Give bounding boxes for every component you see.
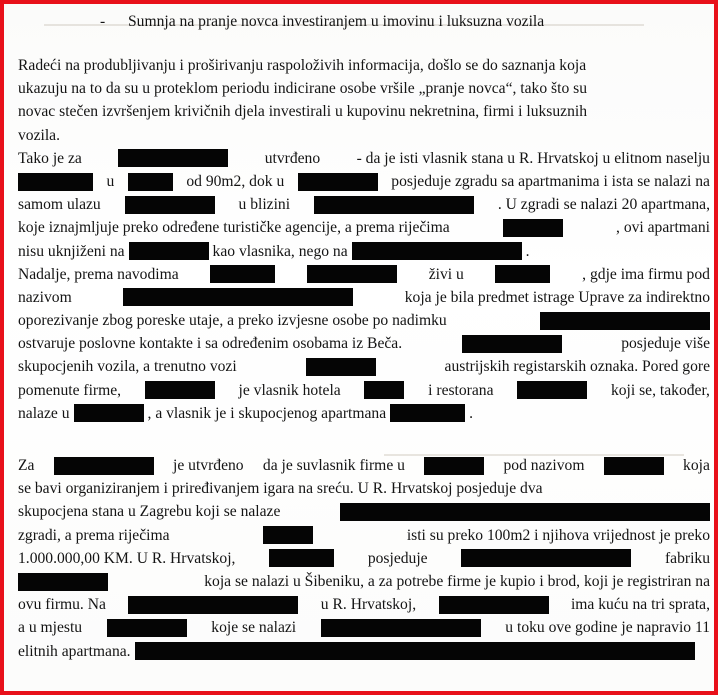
text-line: [18, 332, 710, 355]
section-heading: [100, 10, 710, 34]
line-text: ostvaruje poslovne kontakte i sa određenim osobama iz Beča.: [18, 335, 403, 353]
text-line: [18, 640, 710, 663]
line-text: pomenute firme,: [18, 381, 122, 399]
redaction-box: [517, 381, 587, 399]
redaction-box: [314, 196, 474, 214]
redaction-box: [424, 457, 484, 475]
text-line: [18, 355, 710, 378]
line-text: u: [106, 172, 115, 190]
text-line: [18, 263, 710, 286]
paragraph-person-two: [18, 454, 710, 663]
redaction-box: [18, 173, 93, 191]
text-line: [18, 402, 710, 425]
line-text: Nadalje, prema navodima: [18, 265, 179, 283]
redaction-box: [306, 358, 376, 376]
text-line: [18, 570, 710, 593]
line-text: . U zgradi se nalazi 20 apartmana,: [497, 196, 710, 214]
text-line: [18, 500, 710, 523]
text-line: [18, 216, 710, 239]
line-text: kao vlasnika, nego na: [212, 242, 348, 260]
line-text: u blizini: [238, 196, 291, 214]
line-text: ukazuju na to da su u proteklom periodu indicirane osobe vršile „pranje novca“, tako što su: [18, 80, 588, 98]
line-text: , ovi apartmani: [616, 219, 710, 237]
line-text: Tako je za: [18, 149, 82, 167]
line-text: samom ulazu: [18, 196, 101, 214]
line-text: od 90m2, dok u: [186, 172, 285, 190]
text-line: [18, 77, 710, 100]
paragraph-intro: [18, 54, 710, 147]
line-text: ovu firmu. Na: [18, 596, 106, 614]
line-text: austrijskih registarskih oznaka. Pored gore: [444, 358, 710, 376]
text-line: [18, 616, 710, 639]
document-page: [18, 10, 710, 663]
line-text: pod nazivom: [503, 457, 585, 474]
redaction-box: [439, 596, 549, 614]
line-text: a u mjestu: [18, 619, 83, 637]
line-text: .: [525, 242, 530, 260]
line-text: novac stečen izvršenjem krivičnih djela investirali u kupovinu nekretnina, firmi i luksuznih: [18, 103, 588, 121]
redaction-box: [54, 457, 154, 475]
line-text: utvrđeno: [264, 149, 321, 167]
redaction-box: [18, 573, 108, 591]
redaction-box: [307, 265, 397, 283]
line-text: koja se nalazi u Šibeniku, a za potrebe firme je kupio i brod, koji je registriran na: [204, 572, 710, 590]
text-line: [18, 100, 710, 123]
text-line: [18, 547, 710, 570]
redaction-box: [604, 457, 664, 475]
line-text: skupocjenih vozila, a trenutno vozi: [18, 358, 237, 376]
text-line: [18, 286, 710, 309]
line-text: nalaze u: [18, 404, 70, 422]
line-text: u toku ove godine je napravio 11: [505, 619, 710, 637]
line-text: da je suvlasnik firme u: [262, 457, 405, 474]
redaction-box: [269, 549, 334, 567]
redaction-box: [145, 381, 215, 399]
redaction-box: [495, 265, 550, 283]
text-line: [18, 593, 710, 616]
line-text: je utvrđeno: [173, 457, 244, 474]
text-line: [18, 477, 710, 500]
redaction-box: [107, 619, 187, 637]
line-text: - da je isti vlasnik stana u R. Hrvatskoj u elitnom naselju: [356, 149, 710, 167]
line-text: skupocjena stana u Zagrebu koji se nalaze: [18, 503, 281, 521]
line-text: se bavi organiziranjem i priređivanjem igara na sreću. U R. Hrvatskoj posjeduje dva: [18, 480, 543, 498]
line-text: Za: [18, 457, 35, 474]
redaction-box: [129, 242, 209, 260]
line-text: ima kuću na tri sprata,: [570, 596, 710, 614]
redaction-box: [210, 265, 275, 283]
redaction-box: [123, 288, 353, 306]
line-text: koja: [683, 457, 710, 474]
line-text: nazivom: [18, 288, 72, 306]
redaction-box: [298, 173, 378, 191]
line-text: u R. Hrvatskoj,: [320, 596, 417, 614]
line-text: nisu uknjiženi na: [18, 242, 125, 260]
text-line: [18, 454, 710, 477]
text-line: [18, 524, 710, 547]
redaction-box: [364, 381, 404, 399]
line-text: živi u: [428, 265, 464, 283]
line-text: fabriku: [664, 549, 710, 567]
line-text: je vlasnik hotela: [238, 381, 341, 399]
redaction-box: [74, 404, 144, 422]
heading-dash: -: [100, 13, 106, 30]
text-line: [18, 170, 710, 193]
line-text: koja je bila predmet istrage Uprave za indirektno: [404, 288, 710, 306]
redaction-box: [503, 219, 563, 237]
line-text: koji se, također,: [610, 381, 710, 399]
redaction-box: [340, 503, 710, 521]
redaction-box: [321, 619, 481, 637]
redaction-box: [118, 149, 228, 167]
heading-title: Sumnja na pranje novca investiranjem u imovinu i luksuzna vozila: [128, 13, 545, 30]
line-text: Radeći na produbljivanju i proširivanju raspoloživih informacija, došlo se do saznanja koja: [18, 57, 587, 74]
text-line: [18, 379, 710, 402]
redaction-box: [128, 596, 298, 614]
redaction-box: [263, 526, 313, 544]
paragraph-person-one: [18, 147, 710, 425]
line-text: posjeduje zgradu sa apartmanima i ista se nalazi na: [391, 172, 710, 190]
redaction-box: [352, 242, 522, 260]
line-text: .: [469, 404, 474, 422]
line-text: koje iznajmljuje preko određene turističke agencije, a prema riječima: [18, 219, 450, 237]
text-line: [18, 124, 710, 147]
line-text: , a vlasnik je i skupocjenog apartmana: [147, 404, 387, 422]
redaction-box: [125, 196, 215, 214]
text-line: [18, 309, 710, 332]
line-text: zgradi, a prema riječima: [18, 526, 170, 544]
line-text: posjeduje više: [621, 335, 710, 353]
line-text: 1.000.000,00 KM. U R. Hrvatskoj,: [18, 549, 236, 567]
text-line: [18, 54, 710, 77]
redaction-box: [540, 312, 710, 330]
redaction-box: [128, 173, 173, 191]
line-text: elitnih apartmana.: [18, 642, 131, 660]
line-text: oporezivanje zbog poreske utaje, a preko izvjesne osobe po nadimku: [18, 312, 447, 330]
line-text: vozila.: [18, 126, 60, 144]
redaction-box: [461, 549, 631, 567]
line-text: , gdje ima firmu pod: [582, 265, 710, 283]
redaction-box: [462, 335, 562, 353]
line-text: koje se nalazi: [211, 619, 297, 637]
redaction-box: [135, 642, 695, 660]
text-line: [18, 193, 710, 216]
redaction-box: [390, 404, 465, 422]
line-text: isti su preko 100m2 i njihova vrijednost je preko: [406, 526, 710, 544]
text-line: [18, 240, 710, 263]
line-text: i restorana: [428, 381, 494, 399]
line-text: posjeduje: [367, 549, 428, 567]
text-line: [18, 147, 710, 170]
